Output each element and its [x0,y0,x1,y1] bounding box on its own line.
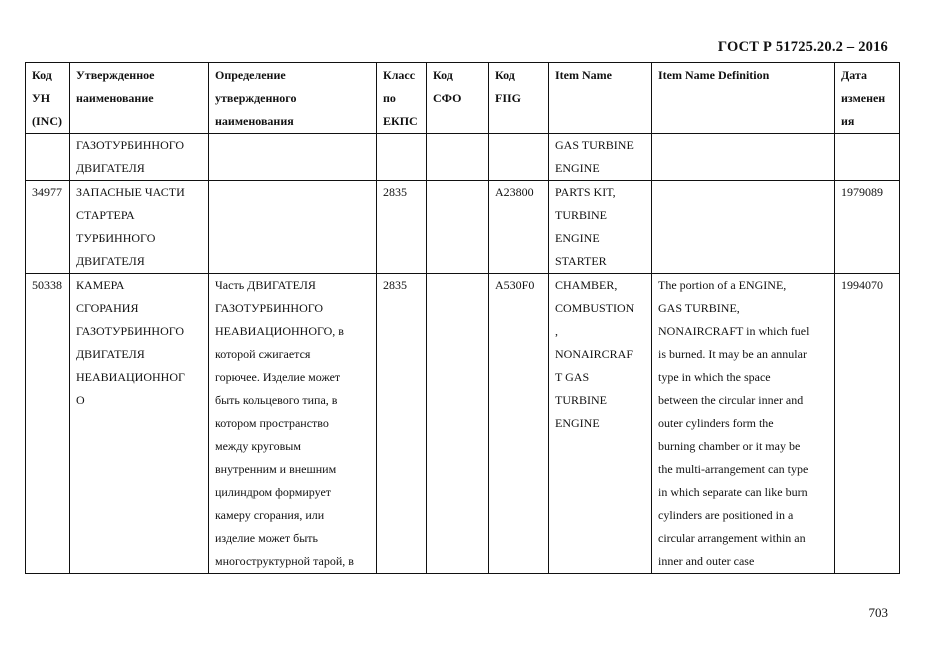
header-name: Утвержденное наименование [70,63,209,134]
cell-item-name: PARTS KIT, TURBINE ENGINE STARTER [549,181,652,274]
header-date: Дата изменен ия [835,63,900,134]
cell-date [835,134,900,181]
cell-item-definition [652,134,835,181]
document-title: ГОСТ Р 51725.20.2 – 2016 [717,39,888,55]
cell-inc [26,134,70,181]
cell-fiig [489,134,549,181]
header-item-name: Item Name [549,63,652,134]
header-item-definition: Item Name Definition [652,63,835,134]
cell-definition: Часть ДВИГАТЕЛЯ ГАЗОТУРБИННОГО НЕАВИАЦИОННОГО, в которой сжигается горючее. Изделие может быть кольцевого типа, в котором пространство между круговым внутренним и внешним цилиндром формирует камеру сгорания, или изделие может быть многоструктурной тарой, в [209,274,377,574]
cell-sfo [427,274,489,574]
table-row [26,134,900,181]
cell-class: 2835 [377,181,427,274]
table-row [26,274,900,574]
cell-name: ЗАПАСНЫЕ ЧАСТИ СТАРТЕРА ТУРБИННОГО ДВИГАТЕЛЯ [70,181,209,274]
cell-sfo [427,181,489,274]
cell-date: 1994070 [835,274,900,574]
cell-sfo [427,134,489,181]
table-header-row [26,63,900,134]
data-table [25,62,900,574]
cell-inc: 50338 [26,274,70,574]
cell-fiig: A530F0 [489,274,549,574]
header-sfo: Код СФО [427,63,489,134]
cell-item-name: CHAMBER, COMBUSTION , NONAIRCRAF T GAS TURBINE ENGINE [549,274,652,574]
header-class: Класс по ЕКПС [377,63,427,134]
header-fiig: Код FIIG [489,63,549,134]
cell-definition [209,134,377,181]
cell-item-definition: The portion of a ENGINE, GAS TURBINE, NONAIRCRAFT in which fuel is burned. It may be an annular type in which the space between the circular inner and outer cylinders form the burning chamber or it may be the multi-arrangement can type in which separate can like burn cylinders are positioned in a circular arrangement within an inner and outer case [652,274,835,574]
cell-class [377,134,427,181]
cell-name: КАМЕРА СГОРАНИЯ ГАЗОТУРБИННОГО ДВИГАТЕЛЯ НЕАВИАЦИОННОГ О [70,274,209,574]
page-number: 703 [868,605,888,620]
cell-fiig: A23800 [489,181,549,274]
cell-name: ГАЗОТУРБИННОГО ДВИГАТЕЛЯ [70,134,209,181]
cell-inc: 34977 [26,181,70,274]
header-inc: Код УН (INC) [26,63,70,134]
cell-item-name: GAS TURBINE ENGINE [549,134,652,181]
cell-definition [209,181,377,274]
cell-item-definition [652,181,835,274]
header-definition: Определение утвержденного наименования [209,63,377,134]
cell-class: 2835 [377,274,427,574]
cell-date: 1979089 [835,181,900,274]
table-row [26,181,900,274]
